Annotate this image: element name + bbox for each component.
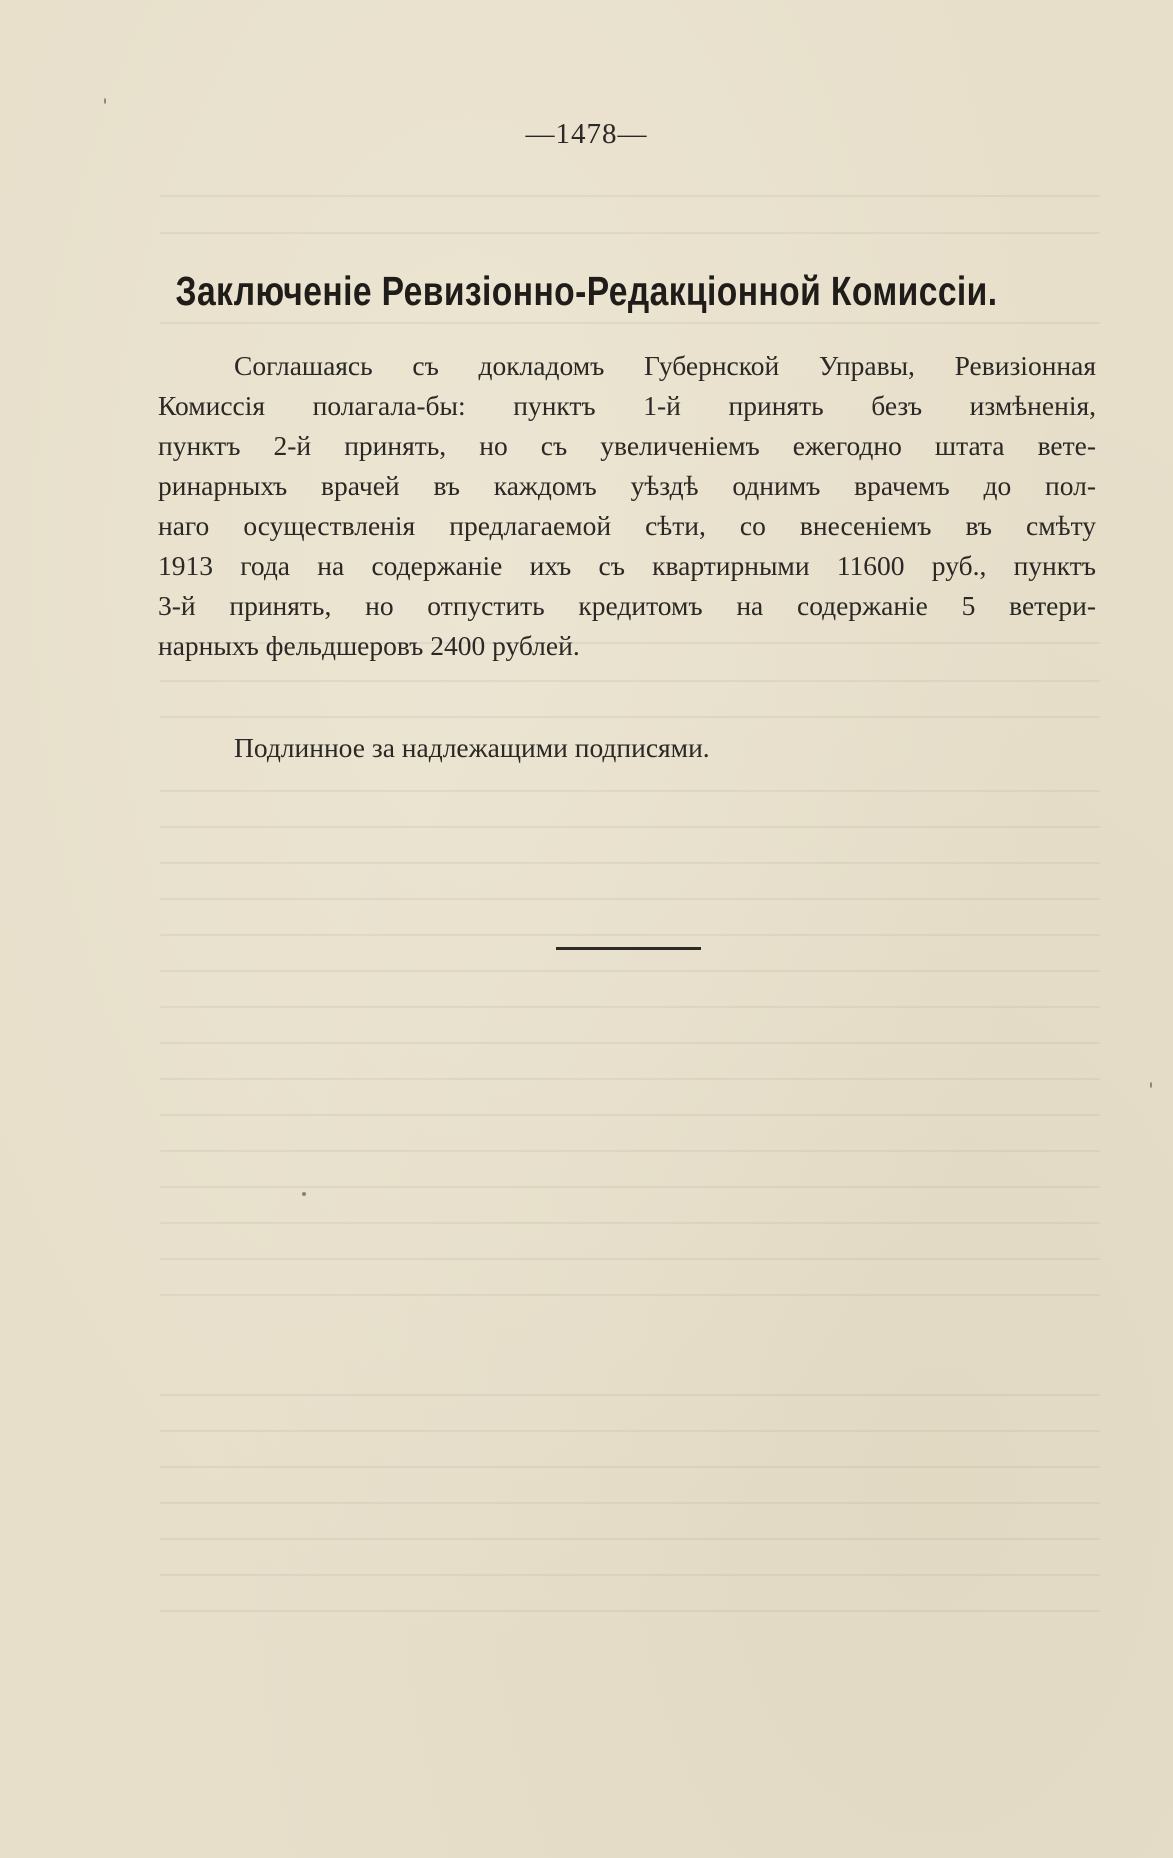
paragraph-line: пунктъ 2-й принять, но съ увеличеніемъ ежегодно штата вете- [158,430,1096,461]
paragraph-line: 1913 года на содержаніе ихъ съ квартирными 11600 руб., пунктъ [158,550,1096,581]
bleed-through-line [160,1114,1100,1116]
bleed-through-line [160,716,1100,718]
bleed-through-line [160,1186,1100,1188]
paragraph-line: Комиссія полагала-бы: пунктъ 1-й принять безъ измѣненія, [158,390,1096,421]
signature-note: Подлинное за надлежащими подписями. [234,732,710,763]
bleed-through-line [160,1502,1100,1504]
bleed-through-line [160,1150,1100,1152]
bleed-through-line [160,322,1100,324]
bleed-through-line [160,790,1100,792]
bleed-through-line [160,680,1100,682]
ink-speck [104,98,106,104]
bleed-through-line [160,1222,1100,1224]
bleed-through-line [160,232,1100,234]
bleed-through-line [160,1042,1100,1044]
bleed-through-line [160,195,1100,197]
bleed-through-line [160,1078,1100,1080]
paragraph-line: Соглашаясь съ докладомъ Губернской Управы, Ревизіонная [234,350,1096,381]
bleed-through-line [160,1394,1100,1396]
ink-speck [1150,1082,1152,1088]
bleed-through-line [160,970,1100,972]
bleed-through-line [160,934,1100,936]
paragraph-line: наго осуществленія предлагаемой сѣти, со внесеніемъ въ смѣту [158,510,1096,541]
bleed-through-line [160,1610,1100,1612]
body-paragraph [158,346,1096,666]
section-heading: Заключеніе Ревизіонно-Редакціонной Комиссіи. [175,268,998,314]
bleed-through-line [160,1466,1100,1468]
bleed-through-line [160,1006,1100,1008]
bleed-through-line [160,1430,1100,1432]
bleed-through-line [160,1294,1100,1296]
bleed-through-line [160,1258,1100,1260]
bleed-through-line [160,1574,1100,1576]
bleed-through-line [160,826,1100,828]
paragraph-line: нарныхъ фельдшеровъ 2400 рублей. [158,630,580,661]
ink-speck [302,1192,306,1196]
section-divider [556,947,701,950]
bleed-through-line [160,1538,1100,1540]
paragraph-line: ринарныхъ врачей въ каждомъ уѣздѣ однимъ врачемъ до пол- [158,470,1096,501]
bleed-through-line [160,898,1100,900]
paragraph-line: 3-й принять, но отпустить кредитомъ на содержаніе 5 ветери- [158,590,1096,621]
page-number: —1478— [525,118,648,150]
bleed-through-line [160,862,1100,864]
